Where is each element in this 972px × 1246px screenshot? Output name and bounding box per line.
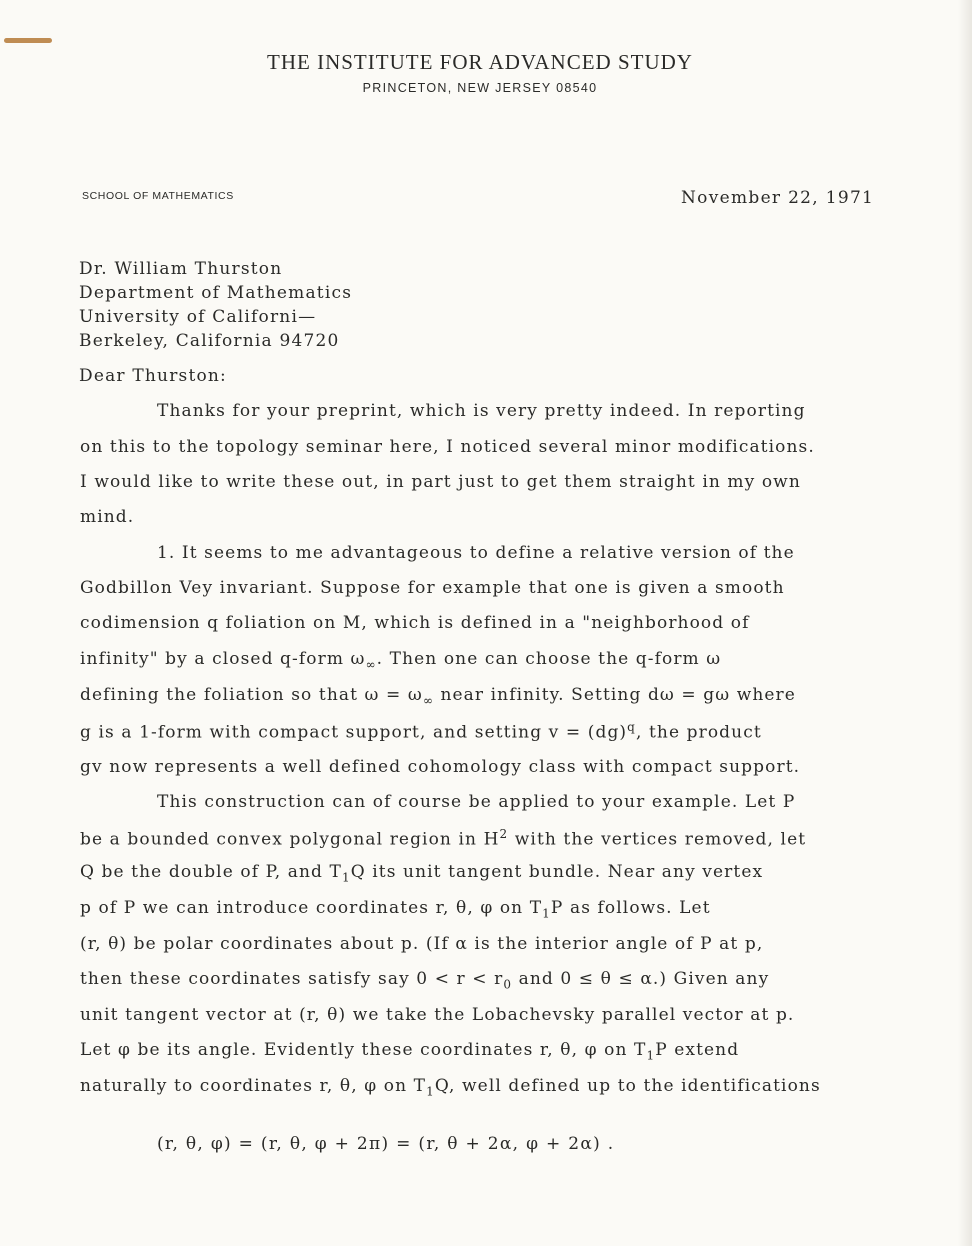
- body-line: 1. It seems to me advantageous to define a relative version of the: [157, 543, 795, 563]
- letterhead-title: THE INSTITUTE FOR ADVANCED STUDY: [267, 50, 693, 74]
- body-line: [80, 1040, 739, 1062]
- body-line: [80, 862, 763, 884]
- body-line: [80, 685, 796, 707]
- superscript: q: [627, 720, 636, 734]
- letterhead-address: PRINCETON, NEW JERSEY 08540: [362, 81, 598, 95]
- body-line: (r, θ) be polar coordinates about p. (If α is the interior angle of P at p,: [80, 934, 764, 954]
- salutation: Dear Thurston:: [79, 366, 227, 386]
- body-line: [80, 969, 769, 991]
- subscript: ∞: [365, 657, 377, 672]
- body-line: codimension q foliation on M, which is defined in a "neighborhood of: [80, 613, 750, 633]
- body-line: I would like to write these out, in part just to get them straight in my own: [80, 472, 801, 492]
- text-segment: Q, well defined up to the identifications: [434, 1076, 821, 1096]
- letter-date: November 22, 1971: [681, 188, 875, 208]
- body-line: [80, 1076, 821, 1098]
- text-segment: near infinity. Setting dω = gω where: [433, 685, 796, 705]
- text-segment: and 0 ≤ θ ≤ α.) Given any: [512, 969, 770, 989]
- text-segment: defining the foliation so that ω = ω: [80, 685, 423, 705]
- text-segment: be a bounded convex polygonal region in H: [80, 829, 500, 850]
- text-segment: naturally to coordinates r, θ, φ on T: [80, 1076, 427, 1096]
- body-line: [80, 898, 711, 920]
- recipient-line: Berkeley, California 94720: [79, 331, 340, 351]
- identification-formula: (r, θ, φ) = (r, θ, φ + 2π) = (r, θ + 2α, φ + 2α) .: [157, 1134, 615, 1154]
- text-segment: P extend: [655, 1040, 740, 1060]
- body-line: This construction can of course be applied to your example. Let P: [157, 792, 796, 812]
- page-edge-shadow: [958, 0, 972, 1246]
- text-segment: g is a 1-form with compact support, and setting v = (dg): [80, 722, 628, 743]
- paper-stain: [4, 38, 52, 43]
- text-segment: Let φ be its angle. Evidently these coordinates r, θ, φ on T: [80, 1040, 647, 1060]
- body-line: [80, 649, 721, 671]
- subscript: 0: [503, 977, 513, 992]
- body-line: gv now represents a well defined cohomology class with compact support.: [80, 757, 801, 777]
- text-segment: with the vertices removed, let: [508, 829, 807, 850]
- body-line: [80, 720, 762, 743]
- subscript: 1: [426, 1084, 435, 1099]
- body-line: Thanks for your preprint, which is very pretty indeed. In reporting: [157, 401, 806, 421]
- body-line: on this to the topology seminar here, I noticed several minor modifications.: [80, 437, 815, 457]
- text-segment: , the product: [635, 722, 762, 743]
- body-line: Godbillon Vey invariant. Suppose for example that one is given a smooth: [80, 578, 785, 598]
- text-segment: p of P we can introduce coordinates r, θ, φ on T: [80, 898, 543, 918]
- body-line: mind.: [80, 507, 135, 527]
- text-segment: Q its unit tangent bundle. Near any vertex: [350, 862, 764, 882]
- text-segment: . Then one can choose the q-form ω: [376, 649, 722, 669]
- text-segment: infinity" by a closed q-form ω: [80, 649, 366, 669]
- letterhead-school: SCHOOL OF MATHEMATICS: [82, 190, 234, 202]
- subscript: ∞: [422, 693, 434, 708]
- recipient-line: Department of Mathematics: [79, 283, 353, 303]
- subscript: 1: [646, 1048, 656, 1063]
- text-segment: Q be the double of P, and T: [80, 862, 342, 882]
- recipient-line: Dr. William Thurston: [79, 259, 283, 279]
- subscript: 1: [542, 906, 551, 921]
- superscript: 2: [499, 827, 509, 841]
- subscript: 1: [341, 870, 351, 885]
- body-line: unit tangent vector at (r, θ) we take the Lobachevsky parallel vector at p.: [80, 1005, 795, 1025]
- text-segment: P as follows. Let: [550, 898, 711, 918]
- body-line: [80, 827, 806, 850]
- text-segment: then these coordinates satisfy say 0 < r < r: [80, 969, 504, 989]
- recipient-line: University of Californi—: [79, 307, 317, 327]
